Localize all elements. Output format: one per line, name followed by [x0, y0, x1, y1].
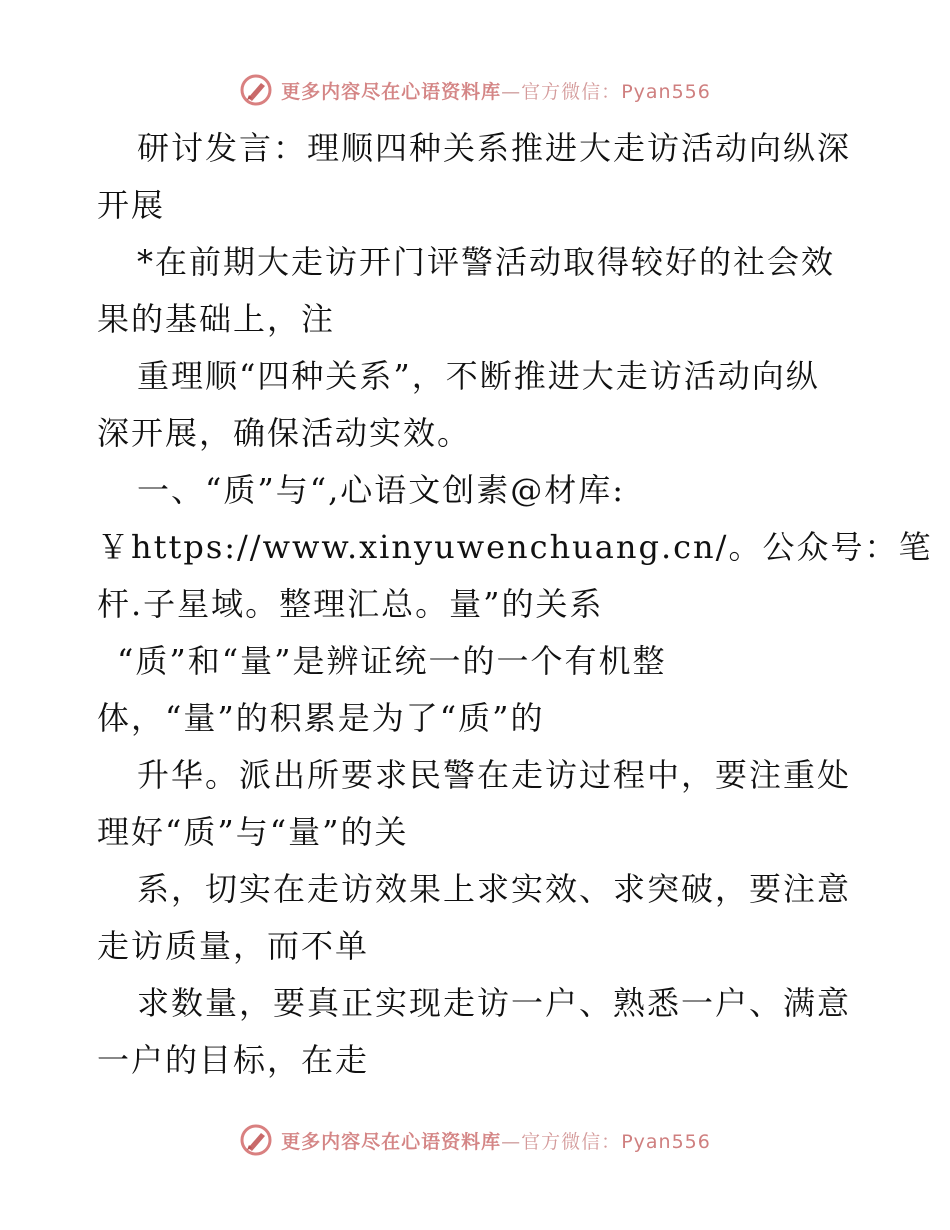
paragraph-line: 重理顺“四种关系”，不断推进大走访活动向纵	[137, 357, 820, 395]
paragraph-line: 系，切实在走访效果上求实效、求突破，要注意	[137, 870, 852, 908]
header-watermark	[0, 70, 950, 110]
pen-logo-icon	[239, 1123, 273, 1157]
paragraph-line: 一户的目标，在走	[97, 1041, 370, 1079]
document-body	[97, 120, 933, 1089]
pen-logo-icon	[239, 73, 273, 107]
paragraph-line: 体，“量”的积累是为了“质”的	[97, 699, 545, 737]
paragraph-line: 求数量，要真正实现走访一户、熟悉一户、满意	[137, 984, 852, 1022]
footer-watermark-text: 更多内容尽在心语资料库—官方微信：Pyan556	[281, 1130, 711, 1153]
title-line-1: 研讨发言：理顺四种关系推进大走访活动向纵深	[137, 129, 852, 167]
paragraph-line: *在前期大走访开门评警活动取得较好的社会效	[137, 243, 836, 281]
paragraph-line: 果的基础上，注	[97, 300, 336, 338]
section-heading-line: 一、“质”与“,心语文创素@材库:	[137, 471, 626, 509]
title-line-2: 开展	[97, 186, 166, 224]
paragraph-line: 理好“质”与“量”的关	[97, 813, 409, 851]
header-watermark-text: 更多内容尽在心语资料库—官方微信：Pyan556	[281, 80, 711, 103]
paragraph-line: 杆.子星域。整理汇总。量”的关系	[97, 585, 604, 623]
paragraph-line: ￥https://www.xinyuwenchuang.cn/。公众号：笔	[97, 528, 933, 566]
paragraph-line: 深开展，确保活动实效。	[97, 414, 472, 452]
paragraph-line: “质”和“量”是辨证统一的一个有机整	[117, 642, 667, 680]
paragraph-line: 升华。派出所要求民警在走访过程中，要注重处	[137, 756, 852, 794]
footer-watermark	[0, 1120, 950, 1160]
paragraph-line: 走访质量，而不单	[97, 927, 370, 965]
